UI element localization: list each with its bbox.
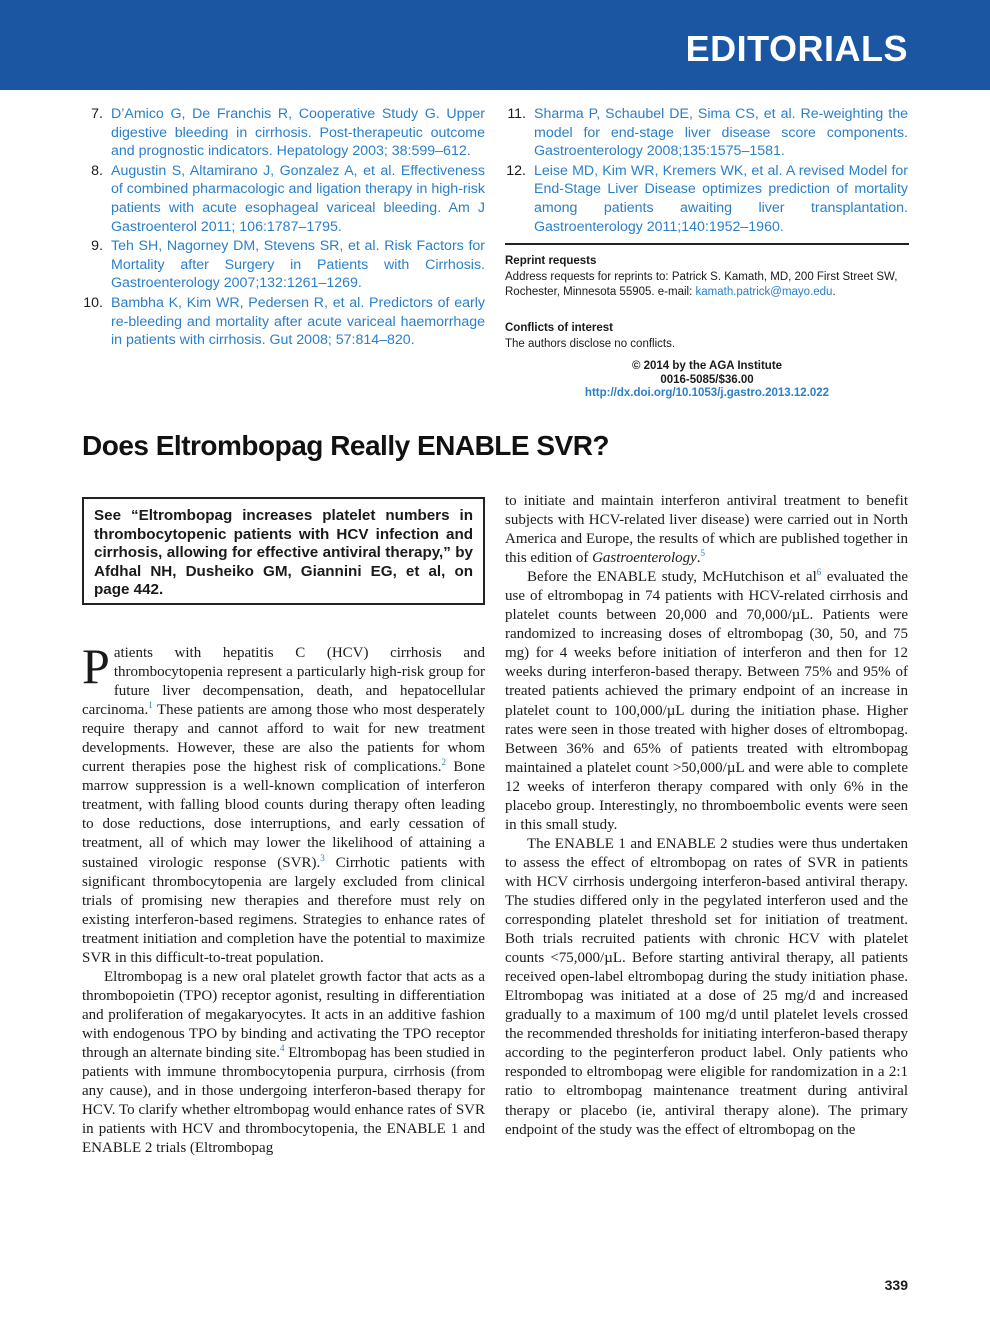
reprint-text-block [505, 270, 909, 301]
body-column-right [505, 492, 908, 1140]
reprint-text: Address requests for reprints to: Patrick S. Kamath, MD, 200 First Street SW, Rochester, Minnesota 55905. e-mail: [505, 270, 898, 298]
text: Eltrombopag is a new oral platelet growth factor that acts as a thrombopoietin (TPO) receptor agonist, resulting in differentiation and proliferation of megakaryocytes. It acts in an additive fashion with endogenous TPO by binding and activating the TPO receptor through an alternate binding site. [82, 968, 485, 1061]
copyright-block [505, 360, 909, 401]
reference-list-left [82, 105, 485, 351]
section-title: EDITORIALS [685, 28, 908, 69]
conflicts-of-interest [505, 321, 909, 352]
reference-link[interactable]: Sharma P, Schaubel DE, Sima CS, et al. Re-weighting the model for end-stage liver disease score components. Gastroenterology 2008;135:1575–1581. [534, 106, 908, 160]
reprint-heading: Reprint requests [505, 255, 597, 267]
citation-3[interactable]: 3 [320, 852, 325, 863]
article-title: Does Eltrombopag Really ENABLE SVR? [82, 430, 610, 461]
reference-number: 10. [83, 294, 103, 311]
citation-2[interactable]: 2 [441, 757, 447, 768]
paragraph [505, 568, 908, 835]
citation-5[interactable]: 5 [700, 548, 706, 559]
body-column-left [82, 638, 485, 1158]
reference-item [82, 294, 485, 350]
reference-item [82, 105, 485, 161]
text: evaluated the use of eltrombopag in 74 patients with HCV-related cirrhosis and platelet counts between 20,000 and 70,000/µL. Patients were randomized to increasing doses of eltrombopag (30, 50, and 75 mg) for 4 weeks before initiation of interferon and then for 12 weeks during interferon-based therapy. Between 75% and 95% of treated patients achieved the primary endpoint of an increase in platelet count to 100,000/µL during the initiation phase. Higher rates were seen in those treated with higher doses of eltrombopag. Between 36% and 65% of patients treated with eltrombopag maintained a platelet count >50,000/µL and were able to complete 12 weeks of interferon therapy compared with only 6% in the placebo group. Interestingly, no thromboembolic events were seen in this small study. [505, 569, 908, 833]
reference-list-right [505, 105, 908, 237]
reference-link[interactable]: Leise MD, Kim WR, Kremers WK, et al. A revised Model for End-Stage Liver Disease optimizes prediction of mortality among patients awaiting liver transplantation. Gastroenterology 2011;140:1952–1960. [534, 162, 908, 235]
conflicts-heading: Conflicts of interest [505, 322, 613, 334]
divider [505, 243, 909, 245]
citation-6[interactable]: 6 [816, 567, 822, 578]
reference-item [82, 237, 485, 293]
drop-cap: P [82, 638, 110, 694]
reference-link[interactable]: Bambha K, Kim WR, Pedersen R, et al. Predictors of early re-bleeding and mortality after acute variceal haemorrhage in patients with cirrhosis. Gut 2008; 57:814–820. [111, 294, 485, 349]
issn-line: 0016-5085/$36.00 [660, 373, 754, 386]
section-banner [0, 0, 990, 90]
reference-number: 12. [506, 162, 526, 179]
doi-link[interactable]: http://dx.doi.org/10.1053/j.gastro.2013.12.022 [584, 387, 830, 399]
paragraph [505, 492, 908, 568]
paragraph [82, 638, 485, 968]
reference-link[interactable]: D’Amico G, De Franchis R, Cooperative Study G. Upper digestive bleeding in cirrhosis. Post-therapeutic outcome and prognostic indicators. Hepatology 2003; 38:599–612. [111, 106, 485, 160]
reference-link[interactable]: Augustin S, Altamirano J, Gonzalez A, et al. Effectiveness of combined pharmacologic and ligation therapy in high-risk patients with acute esophageal variceal bleeding. Am J Gastroenterol 2011; 106:1787–1795. [111, 162, 485, 235]
text: Bone marrow suppression is a well-known complication of interferon treatment, with falling blood counts during therapy often leading to dose reductions, dose interruptions, and early cessation of treatment, all of which may lower the likelihood of attaining a sustained virologic response (SVR). [82, 759, 485, 871]
paragraph [82, 968, 485, 1158]
reference-number: 11. [507, 106, 526, 122]
citation-4[interactable]: 4 [279, 1042, 285, 1053]
page-number: 339 [884, 1277, 908, 1293]
citation-1[interactable]: 1 [148, 700, 153, 711]
reference-number: 7. [91, 106, 103, 122]
reference-item [82, 162, 485, 236]
reference-link[interactable]: Teh SH, Nagorney DM, Stevens SR, et al. Risk Factors for Mortality after Surgery in Patients with Cirrhosis. Gastroenterology 2007;132:1261–1269. [111, 238, 485, 292]
text: to initiate and maintain interferon antiviral treatment to benefit subjects with HCV-related liver disease) were carried out in North America and Europe, the results of which are published together in this edition of [505, 493, 908, 567]
text: Before the ENABLE study, McHutchison et al [527, 569, 817, 586]
paragraph: The ENABLE 1 and ENABLE 2 studies were thus undertaken to assess the effect of eltrombopag on rates of SVR in patients with HCV cirrhosis undergoing interferon-based antiviral therapy. The studies differed only in the pegylated interferon used and the corresponding platelet threshold set for initiation of treatment. Both trials recruited patients with chronic HCV with platelet counts <75,000/µL. Before starting antiviral therapy, all patients received open-label eltrombopag during the study initiation phase. Eltrombopag was initiated at a dose of 25 mg/d and increased gradually to a maximum of 100 mg/d until platelet levels crossed the recommended thresholds for initiating interferon-based therapy according to the peginterferon product label. Only patients who responded to eltrombopag were eligible for randomization in a 2:1 ratio to eltrombopag maintenance treatment during antiviral therapy or placebo (ie, antiviral therapy alone). The primary endpoint of the study was the effect of eltrombopag on the [505, 835, 908, 1138]
reference-number: 9. [91, 238, 103, 255]
journal-name: Gastroenterology [592, 550, 697, 567]
reference-number: 8. [91, 162, 103, 179]
email-link[interactable]: kamath.patrick@mayo.edu [695, 286, 833, 298]
text: Cirrhotic patients with significant thrombocytopenia are largely excluded from clinical trials of promising new therapies and therefore must rely on existing interferon-based regimens. Strategies to enhance rates of treatment initiation and completion have the potential to maximize SVR in this difficult-to-treat population. [82, 854, 485, 966]
reference-item [505, 105, 908, 161]
conflicts-text: The authors disclose no conflicts. [505, 337, 676, 350]
see-also-box: See “Eltrombopag increases platelet numbers in thrombocytopenic patients with HCV infection and cirrhosis, allowing for effective antiviral therapy,” by Afdhal NH, Dusheiko GM, Giannini EG, et al, on page 442. [82, 497, 485, 605]
reference-item [505, 162, 908, 236]
text: Eltrombopag has been studied in patients with immune thrombocytopenia purpura, cirrhosis (from any cause), and in those undergoing interferon-based therapy for HCV. To clarify whether eltrombopag would enhance rates of SVR in patients with HCV and thrombocytopenia, the ENABLE 1 and ENABLE 2 trials (Eltrombopag [82, 1044, 485, 1157]
reprint-requests [505, 254, 909, 301]
text: . [696, 550, 701, 567]
text: These patients are among those who most desperately require therapy and cannot afford to wait for new treatment developments. However, these are also the patients for whom current therapies pose the highest risk of complications. [82, 702, 485, 776]
reprint-end: . [832, 286, 836, 298]
copyright-line: © 2014 by the AGA Institute [631, 360, 783, 372]
text: atients with hepatitis C (HCV) cirrhosis and thrombocytopenia represent a particularly high-risk group for future liver decompensation, death, and hepatocellular carcinoma. [82, 645, 485, 719]
